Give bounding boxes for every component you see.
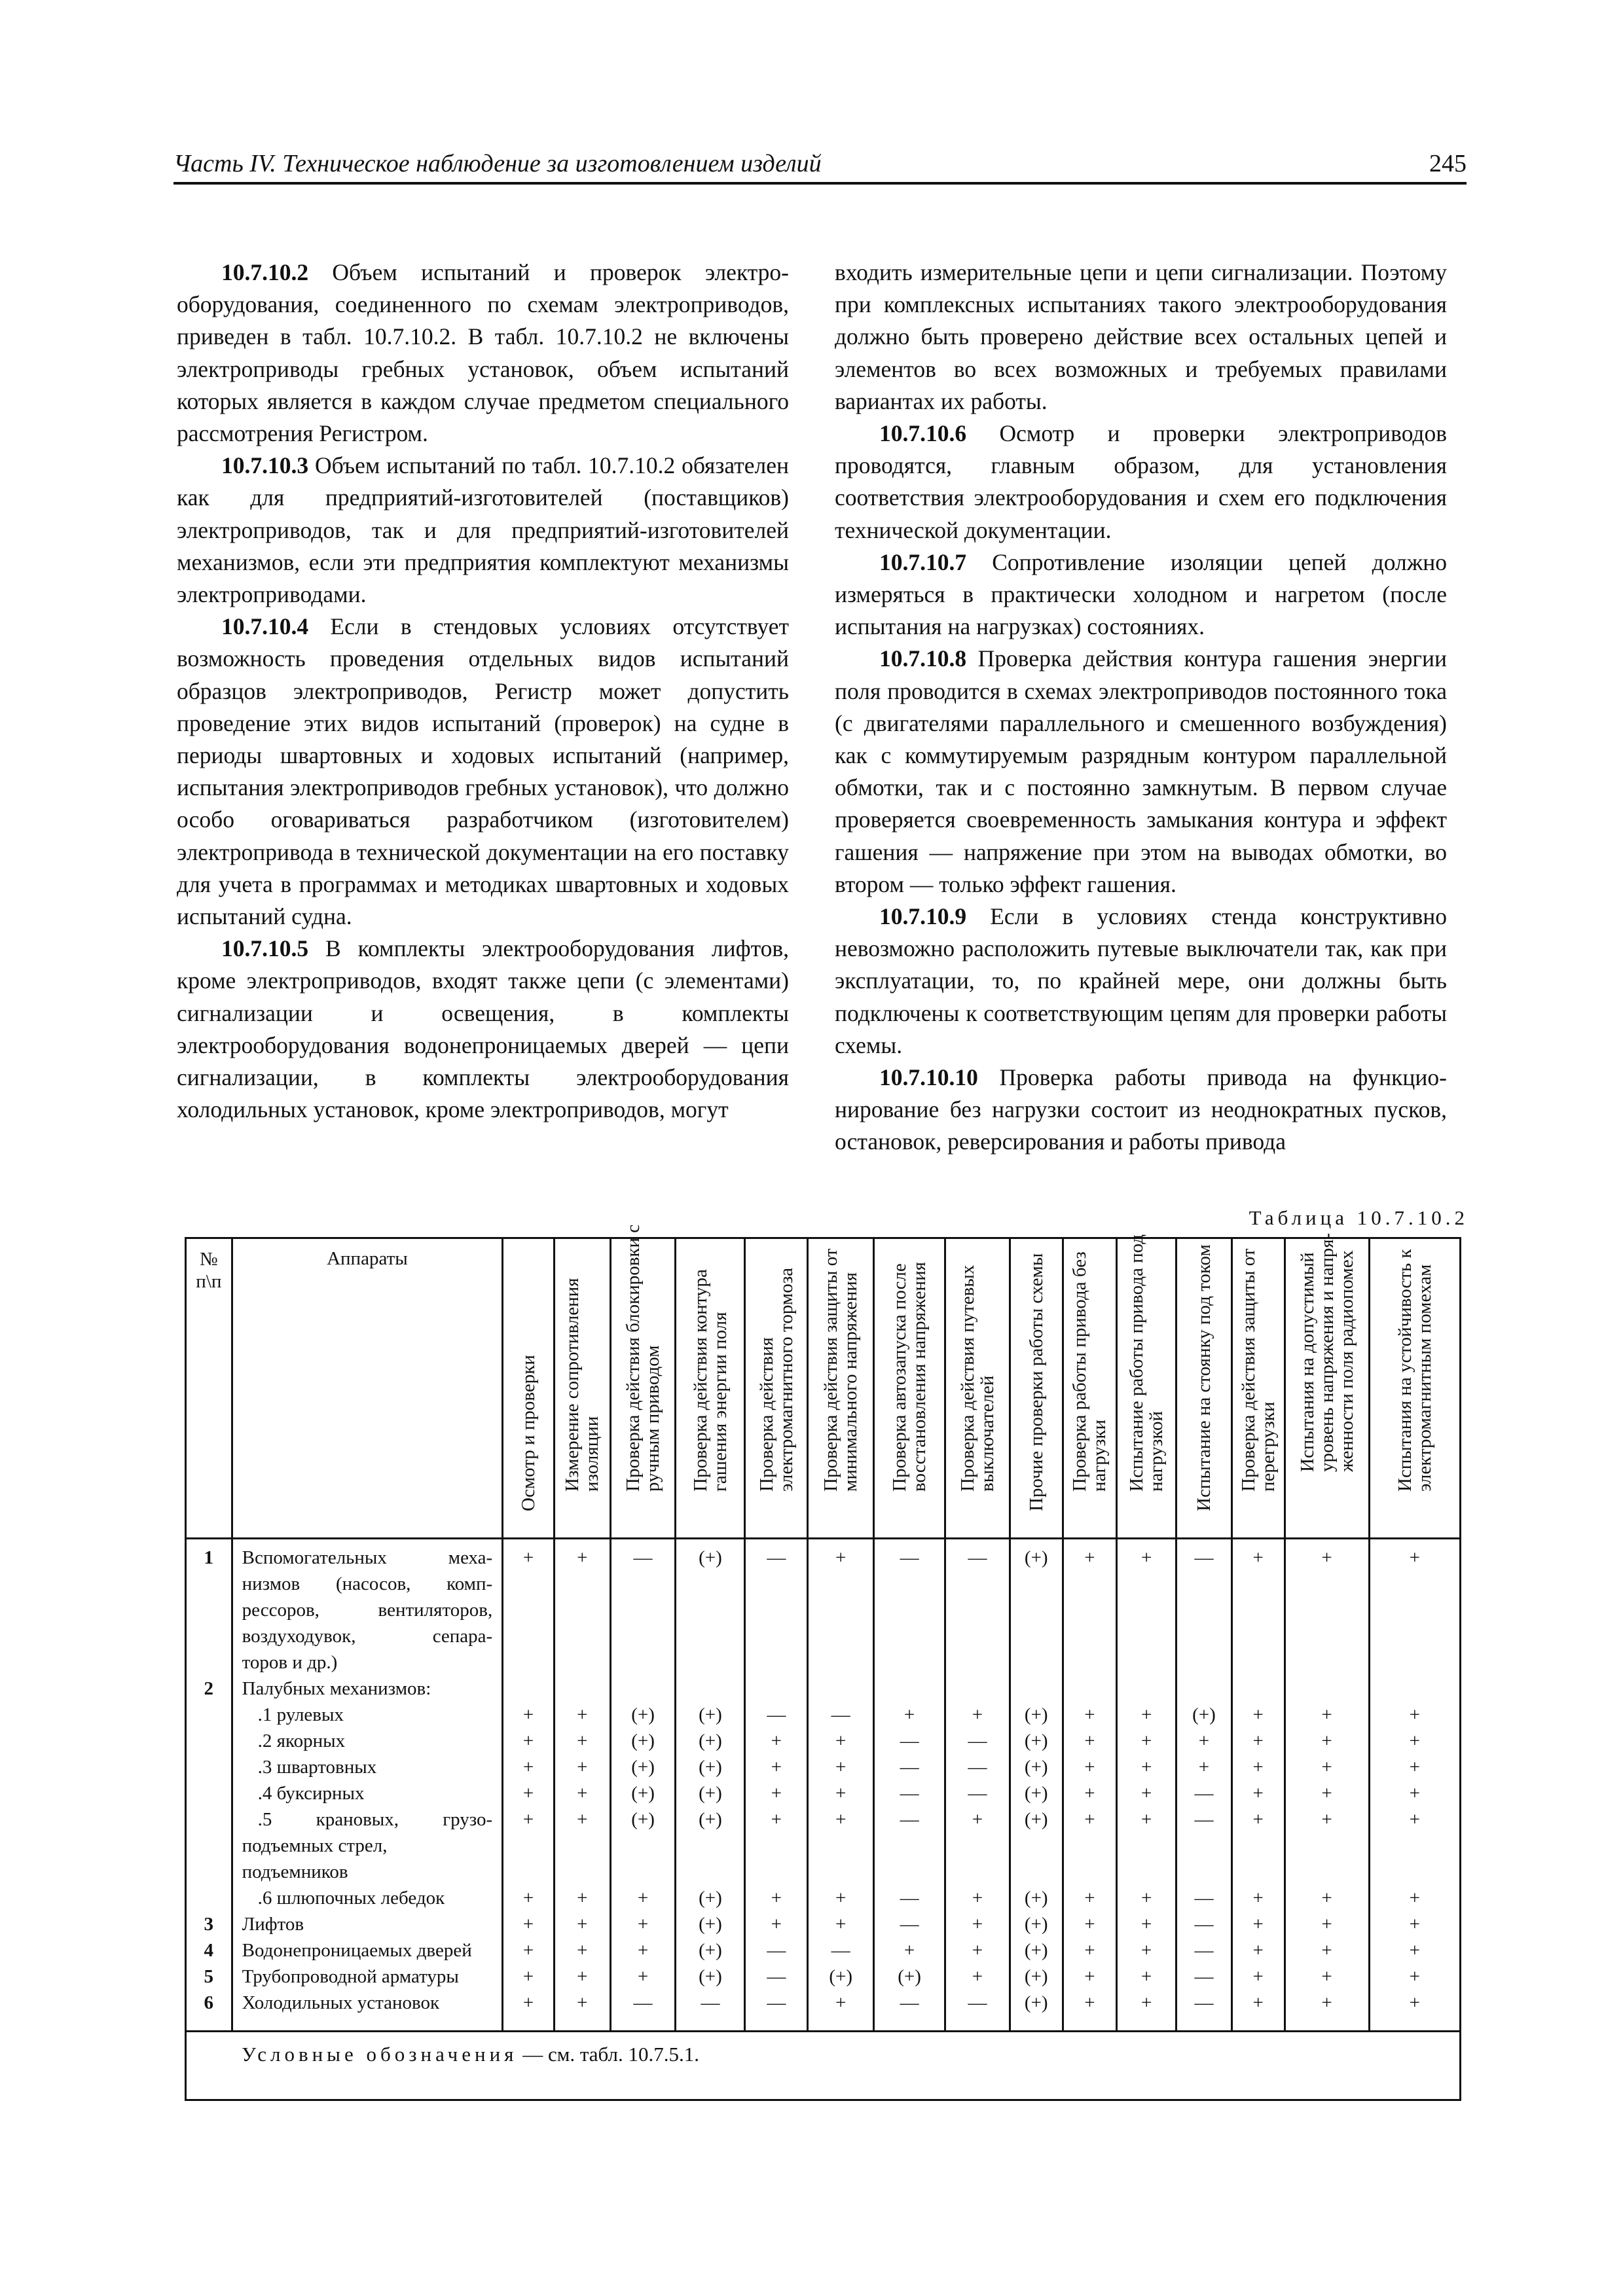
cell-mark: + — [1141, 1809, 1152, 1830]
cell-mark: + — [1409, 1940, 1421, 1961]
legend-text: — см. табл. 10.7.5.1. — [517, 2043, 699, 2066]
cell-mark: — — [701, 1992, 720, 2013]
cell-mark: + — [835, 1757, 847, 1778]
cell-mark: — — [767, 1992, 786, 2013]
cell-mark: + — [1409, 1809, 1421, 1830]
cell-mark: + — [1252, 1731, 1264, 1751]
column-header-label: Измерение сопротивления изоляции — [562, 1278, 603, 1492]
cell-mark: + — [1141, 1992, 1152, 2013]
column-header-test-3 — [610, 1224, 676, 1539]
page-header — [173, 145, 1467, 185]
column-header-label: Испытание работы привода под нагрузкой — [1126, 1234, 1167, 1492]
cell-mark: + — [577, 1731, 588, 1751]
cell-mark: + — [577, 1704, 588, 1725]
clause-number: 10.7.10.10 — [879, 1064, 978, 1091]
cell-mark: + — [577, 1966, 588, 1987]
cell-mark: + — [577, 1888, 588, 1909]
cell-mark: + — [835, 1888, 847, 1909]
cell-mark: + — [522, 1809, 534, 1830]
apparatus-name: Палубных механизмов: — [242, 1678, 431, 1699]
cell-mark: + — [1321, 1992, 1332, 2013]
cell-mark: + — [771, 1783, 782, 1804]
cell-mark: — — [900, 1547, 919, 1568]
cell-mark: + — [522, 1757, 534, 1778]
cell-mark: (+) — [631, 1809, 655, 1830]
cell-mark: — — [1194, 1783, 1214, 1804]
cell-mark: + — [577, 1809, 588, 1830]
cell-mark: — — [767, 1940, 786, 1961]
paragraph-text: Сопротивление изоляции цепей должно измеряться в практически холодном и нагретом (после испытания на нагрузках) состояниях. — [835, 548, 1447, 640]
cell-mark: + — [577, 1757, 588, 1778]
cell-mark: — — [633, 1547, 653, 1568]
apparatus-name: рессоров, вентиляторов, — [242, 1600, 493, 1621]
cell-mark: + — [1084, 1704, 1095, 1725]
cell-mark: + — [1252, 1704, 1264, 1725]
cell-mark: — — [633, 1992, 653, 2013]
cell-mark: + — [771, 1914, 782, 1935]
cell-mark: + — [1141, 1888, 1152, 1909]
cell-mark: (+) — [699, 1940, 722, 1961]
test-column-values-9 — [1010, 1539, 1063, 2032]
apparatus-name: .5 крановых, грузо- — [257, 1809, 493, 1830]
cell-mark: (+) — [1024, 1547, 1048, 1568]
column-header-label: Проверка действия защиты от перегрузки — [1237, 1248, 1279, 1492]
column-header-test-12 — [1176, 1238, 1232, 1539]
paragraph-10-7-10-9 — [835, 901, 1447, 1062]
cell-mark: + — [1252, 1966, 1264, 1987]
apparatus-name: .4 буксирных — [257, 1783, 365, 1804]
column-header-test-11 — [1117, 1234, 1176, 1539]
cell-mark: + — [577, 1992, 588, 2013]
cell-mark: (+) — [1024, 1888, 1048, 1909]
apparatus-name: подъемников — [242, 1861, 348, 1882]
cell-mark: — — [1194, 1914, 1214, 1935]
cell-mark: + — [1084, 1731, 1095, 1751]
cell-mark: + — [1141, 1783, 1152, 1804]
cell-mark: + — [1084, 1940, 1095, 1961]
cell-mark: — — [900, 1888, 919, 1909]
cell-mark: + — [1409, 1704, 1421, 1725]
cell-mark: + — [1321, 1783, 1332, 1804]
row-number: 5 — [204, 1966, 214, 1987]
test-scope-table — [185, 1224, 1461, 2101]
cell-mark: (+) — [1024, 1966, 1048, 1987]
cell-mark: + — [1084, 1783, 1095, 1804]
cell-mark: (+) — [699, 1704, 722, 1725]
apparatus-name: воздуходувок, сепара- — [242, 1626, 493, 1647]
clause-number: 10.7.10.9 — [879, 903, 967, 930]
cell-mark: — — [767, 1966, 786, 1987]
cell-mark: (+) — [1024, 1940, 1048, 1961]
cell-mark: (+) — [699, 1757, 722, 1778]
test-column-values-14 — [1285, 1539, 1369, 2032]
cell-mark: — — [900, 1731, 919, 1751]
cell-mark: + — [1321, 1888, 1332, 1909]
cell-mark: + — [835, 1547, 847, 1568]
paragraph-10-7-10-3 — [177, 450, 789, 611]
cell-mark: + — [835, 1809, 847, 1830]
apparatus-name: Вспомогательных меха- — [242, 1547, 493, 1568]
cell-mark: + — [972, 1940, 983, 1961]
column-header-label: Проверка действия контура гашения энергии поля — [689, 1269, 731, 1492]
cell-mark: + — [1409, 1992, 1421, 2013]
cell-mark: + — [637, 1888, 649, 1909]
cell-mark: + — [522, 1966, 534, 1987]
test-column-values-11 — [1117, 1539, 1176, 2032]
clause-number: 10.7.10.7 — [879, 548, 967, 575]
cell-mark: + — [637, 1914, 649, 1935]
cell-mark: + — [1084, 1966, 1095, 1987]
cell-mark: — — [968, 1757, 987, 1778]
apparatus-name: .3 швартовных — [257, 1757, 377, 1778]
cell-mark: + — [522, 1940, 534, 1961]
row-number: 3 — [204, 1914, 214, 1935]
cell-mark: + — [577, 1783, 588, 1804]
paragraph-text: Объем испытаний по табл. 10.7.10.2 обязателен как для предприятий-изготовителей (поставщиков) электроприводов, так и для предприятий-изготовителей механизмов, если эти предприятия комплектуют механизмы электроприводами. — [177, 452, 789, 608]
cell-mark: (+) — [699, 1914, 722, 1935]
paragraph-text: Осмотр и проверки электроприводов проводятся, главным образом, для установления соответствия электрооборудования и схем его подключения технической документации. — [835, 420, 1447, 543]
cell-mark: — — [900, 1992, 919, 2013]
cell-mark: — — [767, 1704, 786, 1725]
right-text-column — [835, 257, 1447, 1158]
cell-mark: + — [1198, 1731, 1210, 1751]
column-header-label: Осмотр и проверки — [518, 1355, 539, 1511]
row-number: 6 — [204, 1992, 214, 2013]
cell-mark: + — [1252, 1757, 1264, 1778]
paragraph-text: Если в стендовых условиях отсутствует возможность проведения отдельных видов испытаний образцов электроприводов, Регистр может допустить проведение этих видов испытаний (проверок) на судне в периоды швартовных и ходовых испытаний (например, испытания электроприводов гребных установок), что должно особо оговариваться разработчиком (изготовителем) электропривода в технической документации на его поставку для учета в программах и методиках швартовных и ходовых испытаний судна. — [177, 613, 789, 930]
cell-mark: + — [637, 1940, 649, 1961]
cell-mark: + — [522, 1783, 534, 1804]
column-header-number: № п\п — [186, 1238, 232, 1539]
cell-mark: — — [968, 1992, 987, 2013]
cell-mark: + — [1084, 1809, 1095, 1830]
cell-mark: + — [1198, 1757, 1210, 1778]
cell-mark: (+) — [1192, 1704, 1216, 1725]
cell-mark: + — [522, 1731, 534, 1751]
cell-mark: + — [771, 1809, 782, 1830]
cell-mark: (+) — [1024, 1992, 1048, 2013]
cell-mark: + — [972, 1966, 983, 1987]
cell-mark: (+) — [699, 1809, 722, 1830]
cell-mark: + — [522, 1992, 534, 2013]
cell-mark: — — [968, 1731, 987, 1751]
column-header-test-2 — [554, 1238, 610, 1539]
cell-mark: + — [1141, 1940, 1152, 1961]
cell-mark: + — [1409, 1731, 1421, 1751]
cell-mark: + — [835, 1731, 847, 1751]
paragraph-10-7-10-2 — [177, 257, 789, 450]
column-header-test-15 — [1369, 1238, 1460, 1539]
cell-mark: + — [1252, 1914, 1264, 1935]
cell-mark: + — [522, 1547, 534, 1568]
row-number: 2 — [204, 1678, 214, 1699]
cell-mark: + — [972, 1809, 983, 1830]
page-header-title: Часть IV. Техническое наблюдение за изготовлением изделий — [173, 150, 822, 177]
apparatus-name: Трубопроводной арматуры — [242, 1966, 459, 1987]
cell-mark: + — [771, 1731, 782, 1751]
column-header-test-9 — [1010, 1238, 1063, 1539]
cell-mark: (+) — [631, 1783, 655, 1804]
column-header-apparatus: Аппараты — [232, 1238, 503, 1539]
cell-mark: + — [1252, 1992, 1264, 2013]
paragraph-text: Объем испытаний и проверок электрооборудования, соединенного по схемам электроприводов, приведен в табл. 10.7.10.2. В табл. 10.7.10.2 не включены электроприводы гребных установок, объем испытаний которых является в каждом случае предметом специального рассмотрения Регистром. — [177, 259, 789, 447]
apparatus-name: низмов (насосов, комп- — [242, 1573, 493, 1594]
column-header-test-4 — [676, 1238, 745, 1539]
column-header-label: Испытания на допустимый уровень напряжения и напряженности поля радиопомех — [1296, 1232, 1357, 1472]
cell-mark: (+) — [1024, 1757, 1048, 1778]
cell-mark: (+) — [699, 1731, 722, 1751]
apparatus-name: .6 шлюпочных лебедок — [257, 1888, 445, 1909]
cell-mark: + — [522, 1914, 534, 1935]
cell-mark: + — [771, 1757, 782, 1778]
cell-mark: (+) — [699, 1888, 722, 1909]
cell-mark: — — [1194, 1547, 1214, 1568]
clause-number: 10.7.10.3 — [221, 452, 309, 479]
paragraph-10-7-10-10 — [835, 1062, 1447, 1158]
test-column-values-2 — [554, 1539, 610, 2032]
clause-number: 10.7.10.6 — [879, 420, 967, 447]
cell-mark: + — [1252, 1809, 1264, 1830]
cell-mark: + — [1409, 1914, 1421, 1935]
test-column-values-5 — [745, 1539, 808, 2032]
cell-mark: — — [831, 1704, 850, 1725]
cell-mark: + — [1321, 1731, 1332, 1751]
cell-mark: + — [637, 1966, 649, 1987]
test-column-values-13 — [1231, 1539, 1285, 2032]
cell-mark: + — [577, 1940, 588, 1961]
clause-number: 10.7.10.2 — [221, 259, 309, 285]
cell-mark: + — [1084, 1992, 1095, 2013]
column-header-label: Проверка действия путевых выключателей — [957, 1265, 998, 1492]
cell-mark: + — [972, 1914, 983, 1935]
cell-mark: (+) — [1024, 1783, 1048, 1804]
cell-mark: — — [1194, 1992, 1214, 2013]
cell-mark: (+) — [1024, 1914, 1048, 1935]
test-column-values-7 — [874, 1539, 945, 2032]
cell-mark: + — [1252, 1783, 1264, 1804]
paragraph-text: Проверка работы привода на функционирование без нагрузки состоит из неоднократных пусков, остановок, реверсирования и работы привода — [835, 1064, 1447, 1155]
cell-mark: + — [1141, 1914, 1152, 1935]
cell-mark: + — [1409, 1547, 1421, 1568]
apparatus-name: Лифтов — [242, 1914, 304, 1935]
cell-mark: + — [903, 1704, 915, 1725]
paragraph-10-7-10-8 — [835, 643, 1447, 901]
apparatus-name: .2 якорных — [257, 1731, 346, 1751]
cell-mark: — — [767, 1547, 786, 1568]
column-header-test-6 — [808, 1238, 874, 1539]
cell-mark: + — [1084, 1914, 1095, 1935]
apparatus-name: .1 рулевых — [257, 1704, 344, 1725]
cell-mark: + — [903, 1940, 915, 1961]
paragraph-10-7-10-6 — [835, 418, 1447, 547]
cell-mark: + — [835, 1914, 847, 1935]
table-caption: Таблица 10.7.10.2 — [1249, 1206, 1468, 1229]
column-header-test-7 — [874, 1238, 945, 1539]
test-column-values-10 — [1063, 1539, 1117, 2032]
paragraph-text: Если в условиях стенда конструктивно невозможно расположить путевые выключатели так, как при эксплуатации, то, по крайней мере, они должны быть подключены к соответствующим цепям для проверки работы схемы. — [835, 903, 1447, 1058]
paragraph-10-7-10-4 — [177, 611, 789, 933]
cell-mark: + — [1321, 1809, 1332, 1830]
cell-mark: + — [1084, 1888, 1095, 1909]
apparatus-names-cell — [232, 1539, 503, 2032]
cell-mark: — — [968, 1547, 987, 1568]
cell-mark: — — [900, 1757, 919, 1778]
apparatus-name: Холодильных установок — [242, 1992, 440, 2013]
cell-mark: + — [1321, 1757, 1332, 1778]
column-header-label: Проверка действия электромагнитного тормоза — [756, 1267, 797, 1492]
table-legend — [186, 2032, 1461, 2100]
cell-mark: — — [1194, 1940, 1214, 1961]
cell-mark: (+) — [898, 1966, 921, 1987]
cell-mark: + — [1409, 1966, 1421, 1987]
paragraph-text: Проверка действия контура гашения энергии поля проводится в схемах электроприводов постоянного тока (с двигателями параллельного и смешенного возбуждения) как с коммутируемым разрядным контуром параллельной обмотки, так и с постоянно замкнутым. В первом случае проверяется своевременность замыкания контура и эффект гашения — напряжение при этом на выводах обмотки, во втором — только эффект гашения. — [835, 645, 1447, 897]
test-column-values-12 — [1176, 1539, 1232, 2032]
row-number: 4 — [204, 1940, 214, 1961]
test-column-values-4 — [676, 1539, 745, 2032]
apparatus-name: подъемных стрел, — [242, 1835, 388, 1856]
cell-mark: — — [831, 1940, 850, 1961]
left-text-column — [177, 257, 789, 1126]
cell-mark: + — [577, 1547, 588, 1568]
test-column-values-3 — [610, 1539, 676, 2032]
cell-mark: + — [577, 1914, 588, 1935]
cell-mark: (+) — [829, 1966, 852, 1987]
column-header-label: Испытание на стоянку под током — [1193, 1244, 1214, 1511]
apparatus-name: торов и др.) — [242, 1652, 338, 1673]
column-header-label: Испытания на устойчивость к электромагнитным помехам — [1394, 1249, 1435, 1492]
cell-mark: + — [835, 1783, 847, 1804]
cell-mark: + — [1321, 1966, 1332, 1987]
cell-mark: + — [1252, 1940, 1264, 1961]
cell-mark: (+) — [1024, 1731, 1048, 1751]
cell-mark: (+) — [699, 1783, 722, 1804]
column-header-test-5 — [745, 1238, 808, 1539]
cell-mark: — — [968, 1783, 987, 1804]
cell-mark: + — [1321, 1914, 1332, 1935]
cell-mark: (+) — [631, 1731, 655, 1751]
cell-mark: — — [1194, 1809, 1214, 1830]
cell-mark: + — [522, 1704, 534, 1725]
column-header-label: Проверка действия блокировки с ручным приводом — [623, 1224, 664, 1492]
cell-mark: (+) — [699, 1547, 722, 1568]
column-header-test-13 — [1231, 1238, 1285, 1539]
column-header-label: Проверка работы привода без нагрузки — [1069, 1251, 1110, 1492]
cell-mark: + — [1409, 1888, 1421, 1909]
column-header-label: Проверка действия защиты от минимального напряжения — [820, 1248, 862, 1492]
cell-mark: + — [1084, 1547, 1095, 1568]
clause-number: 10.7.10.8 — [879, 645, 967, 672]
test-column-values-6 — [808, 1539, 874, 2032]
test-column-values-1 — [503, 1539, 555, 2032]
cell-mark: + — [1141, 1757, 1152, 1778]
cell-mark: + — [1141, 1547, 1152, 1568]
cell-mark: + — [1321, 1547, 1332, 1568]
cell-mark: + — [1141, 1704, 1152, 1725]
cell-mark: — — [1194, 1888, 1214, 1909]
cell-mark: + — [522, 1888, 534, 1909]
clause-number: 10.7.10.5 — [221, 935, 309, 962]
cell-mark: + — [1084, 1757, 1095, 1778]
paragraph-text: В комплекты электрооборудования лифтов, кроме электроприводов, входят также цепи (с элементами) сигнализации и освещения, в комплекты электрооборудования водонепроницаемых дверей — цепи сигнализации, в комплекты электрооборудования холодильных установок, кроме электроприводов, могут — [177, 935, 789, 1123]
cell-mark: — — [900, 1914, 919, 1935]
cell-mark: (+) — [1024, 1704, 1048, 1725]
column-header-test-14 — [1285, 1232, 1369, 1539]
cell-mark: — — [1194, 1966, 1214, 1987]
paragraph-10-7-10-5 — [177, 933, 789, 1126]
clause-number: 10.7.10.4 — [221, 613, 309, 640]
cell-mark: (+) — [631, 1757, 655, 1778]
column-header-test-8 — [945, 1238, 1010, 1539]
cell-mark: (+) — [631, 1704, 655, 1725]
paragraph-continuation: входить измерительные цепи и цепи сигнализации. Поэтому при комплексных испытаниях такого электрооборудования должно быть проверено действие всех остальных цепей и элементов во всех возможных и требуемых правилами вариантах их работы. — [835, 259, 1447, 414]
cell-mark: + — [835, 1992, 847, 2013]
page-number: 245 — [1429, 150, 1467, 177]
test-column-values-8 — [945, 1539, 1010, 2032]
apparatus-name: Водонепроницаемых дверей — [242, 1940, 472, 1961]
column-header-label: Проверка автозапуска после восстановления напряжения — [889, 1262, 930, 1492]
cell-mark: + — [1141, 1731, 1152, 1751]
cell-mark: + — [1321, 1940, 1332, 1961]
cell-mark: + — [972, 1704, 983, 1725]
cell-mark: + — [1409, 1783, 1421, 1804]
cell-mark: + — [1409, 1757, 1421, 1778]
column-header-test-1 — [503, 1238, 555, 1539]
cell-mark: — — [900, 1809, 919, 1830]
cell-mark: + — [771, 1888, 782, 1909]
test-column-values-15 — [1369, 1539, 1460, 2032]
paragraph-10-7-10-7 — [835, 547, 1447, 643]
cell-mark: + — [1252, 1888, 1264, 1909]
cell-mark: + — [1252, 1547, 1264, 1568]
cell-mark: + — [1141, 1966, 1152, 1987]
column-header-test-10 — [1063, 1238, 1117, 1539]
row-numbers-cell — [186, 1539, 232, 2032]
column-header-label: Прочие проверки работы схемы — [1025, 1253, 1047, 1511]
legend-label: Условные обозначения — [242, 2043, 518, 2066]
cell-mark: + — [972, 1888, 983, 1909]
cell-mark: — — [900, 1783, 919, 1804]
row-number: 1 — [204, 1547, 214, 1568]
cell-mark: (+) — [1024, 1809, 1048, 1830]
cell-mark: (+) — [699, 1966, 722, 1987]
cell-mark: + — [1321, 1704, 1332, 1725]
